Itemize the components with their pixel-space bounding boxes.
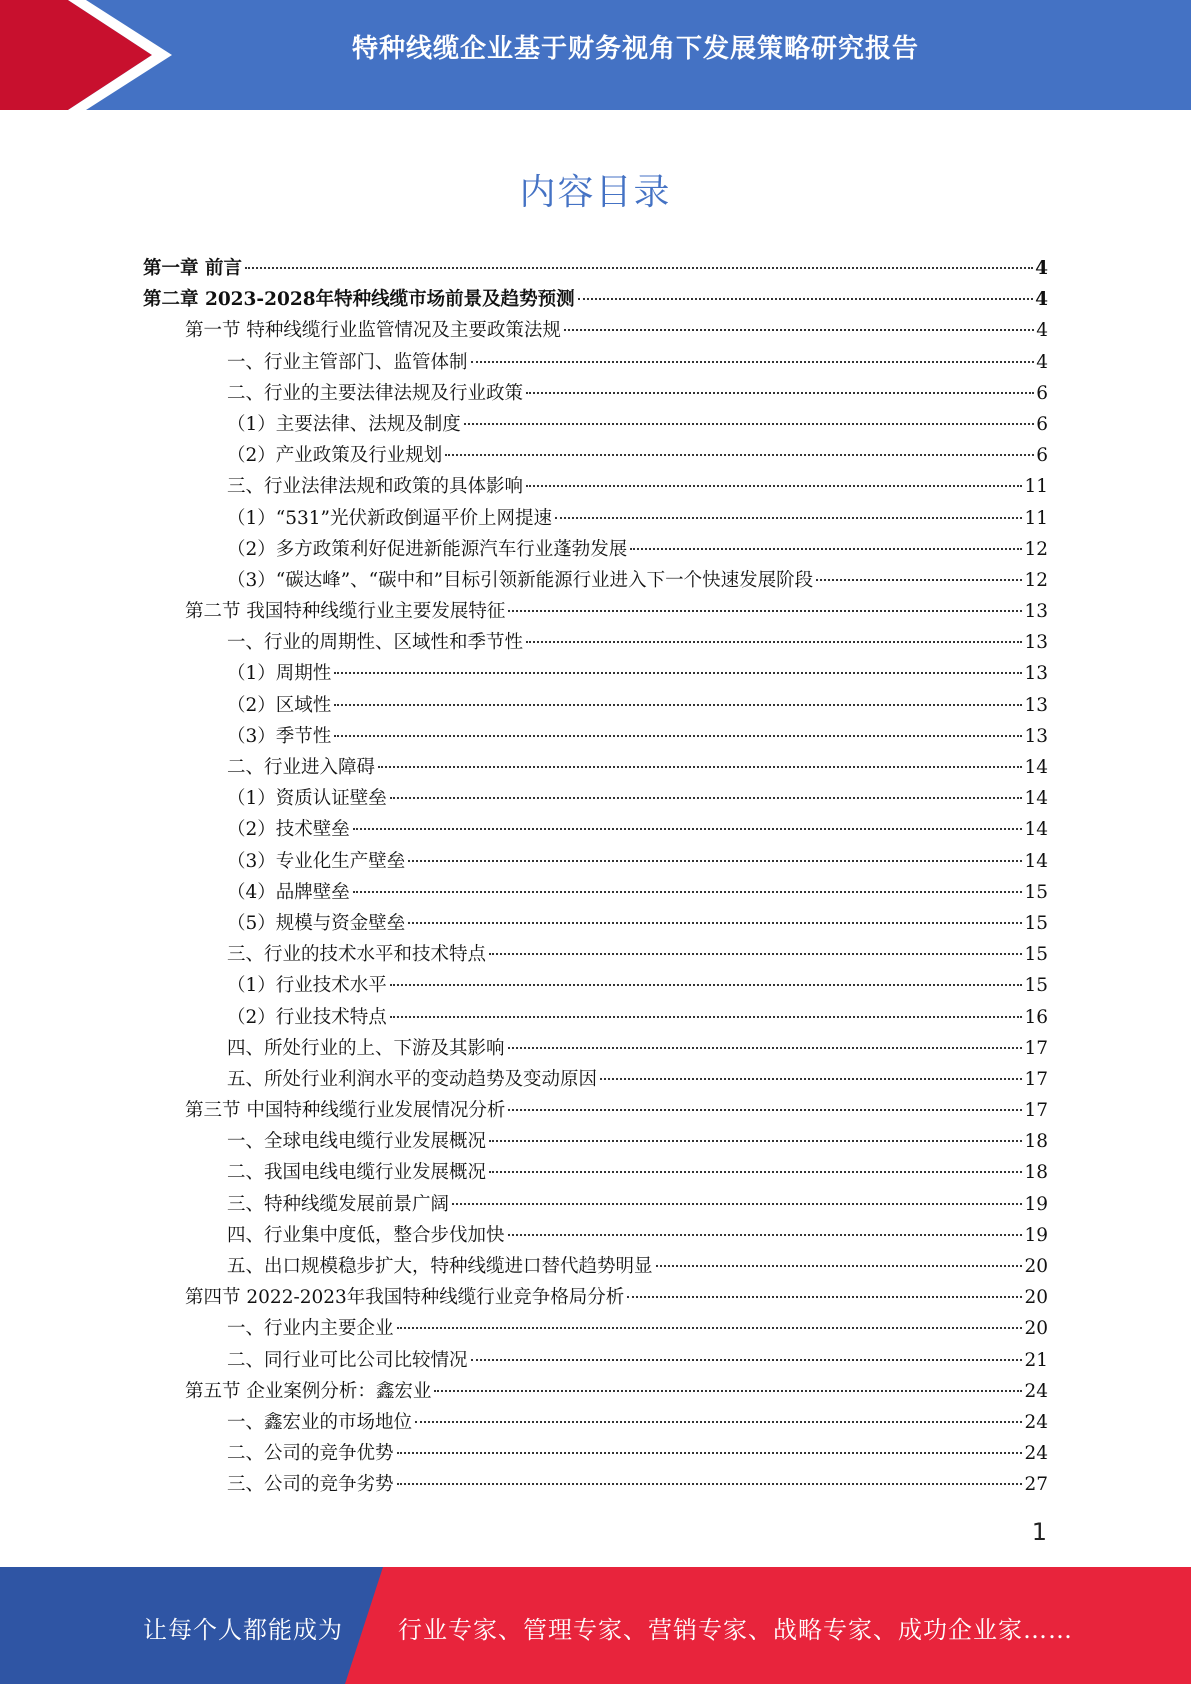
toc-entry-title: 三、公司的竞争劣势 [227, 1474, 394, 1496]
toc-entry-page: 17 [1024, 1037, 1048, 1059]
toc-dot-leader [508, 1109, 1022, 1111]
toc-entry-title: 三、行业的技术水平和技术特点 [227, 944, 487, 966]
toc-dot-leader [334, 735, 1022, 737]
toc-entry-title: （1）“531”光伏新政倒逼平价上网提速 [227, 507, 552, 529]
toc-dot-leader [508, 1234, 1023, 1236]
toc-entry-page: 20 [1024, 1287, 1048, 1309]
toc-entry[interactable] [143, 253, 1048, 284]
toc-entry[interactable] [143, 814, 1048, 845]
toc-entry-page: 15 [1024, 881, 1048, 903]
toc-entry-page: 4 [1035, 258, 1048, 279]
toc-dot-leader [445, 454, 1034, 456]
toc-entry[interactable] [143, 721, 1048, 752]
toc-dot-leader [526, 485, 1022, 487]
toc-entry-title: 二、行业的主要法律法规及行业政策 [227, 382, 524, 404]
toc-dot-leader [508, 1047, 1023, 1049]
toc-entry[interactable] [143, 846, 1048, 877]
toc-entry-title: （2）多方政策利好促进新能源汽车行业蓬勃发展 [227, 538, 628, 560]
toc-entry-title: 四、所处行业的上、下游及其影响 [227, 1037, 505, 1059]
toc-entry[interactable] [143, 1064, 1048, 1095]
toc-entry[interactable] [143, 939, 1048, 970]
toc-entry-title: （1）资质认证壁垒 [227, 788, 387, 810]
toc-dot-leader [630, 548, 1022, 550]
toc-dot-leader [390, 797, 1023, 799]
toc-entry[interactable] [143, 565, 1048, 596]
toc-entry-page: 13 [1024, 663, 1048, 685]
toc-entry-title: （3）季节性 [227, 725, 332, 747]
toc-entry-page: 20 [1024, 1256, 1048, 1277]
toc-entry-page: 20 [1024, 1318, 1048, 1340]
toc-entry-title: （1）周期性 [227, 663, 332, 685]
toc-entry-page: 13 [1024, 725, 1048, 747]
toc-entry-page: 11 [1024, 476, 1048, 498]
toc-dot-leader [564, 329, 1034, 331]
toc-dot-leader [526, 641, 1022, 643]
toc-entry[interactable] [143, 1407, 1048, 1438]
toc-dot-leader [656, 1265, 1023, 1267]
toc-entry-page: 6 [1036, 413, 1048, 435]
toc-dot-leader [471, 1359, 1023, 1361]
toc-entry[interactable] [143, 627, 1048, 658]
toc-entry-page: 12 [1024, 569, 1048, 591]
toc-entry-page: 6 [1036, 382, 1048, 404]
footer-slogan-left: 让每个人都能成为 [143, 1616, 343, 1644]
toc-entry-page: 24 [1024, 1380, 1048, 1402]
toc-entry-page: 13 [1024, 694, 1048, 716]
footer-slogan-right: 行业专家、管理专家、营销专家、战略专家、成功企业家…… [398, 1616, 1073, 1644]
toc-entry-page: 19 [1024, 1224, 1048, 1246]
toc-entry-page: 4 [1036, 320, 1048, 342]
toc-entry-page: 15 [1024, 975, 1048, 997]
toc-entry-page: 4 [1035, 289, 1048, 311]
toc-entry-title: 五、所处行业利润水平的变动趋势及变动原因 [227, 1068, 598, 1090]
toc-dot-leader [627, 1296, 1022, 1298]
toc-entry-title: 第一节 特种线缆行业监管情况及主要政策法规 [185, 320, 561, 342]
toc-entry-title: （4）品牌壁垒 [227, 881, 350, 903]
toc-dot-leader [390, 984, 1023, 986]
toc-dot-leader [816, 579, 1022, 581]
toc-entry-title: （3）“碳达峰”、“碳中和”目标引领新能源行业进入下一个快速发展阶段 [227, 569, 814, 591]
toc-entry[interactable] [143, 440, 1048, 471]
toc-entry-page: 18 [1024, 1131, 1048, 1153]
toc-entry-title: （2）区域性 [227, 694, 332, 716]
toc-entry[interactable] [143, 503, 1048, 534]
toc-entry-title: 第二节 我国特种线缆行业主要发展特征 [185, 601, 506, 623]
toc-entry-title: 第三节 中国特种线缆行业发展情况分析 [185, 1100, 506, 1122]
toc-entry-title: 四、行业集中度低，整合步伐加快 [227, 1224, 505, 1246]
toc-dot-leader [397, 1452, 1023, 1454]
toc-entry[interactable] [143, 970, 1048, 1001]
toc-entry[interactable] [143, 752, 1048, 783]
toc-entry[interactable] [143, 1002, 1048, 1033]
toc-entry-page: 15 [1024, 944, 1048, 966]
toc-dot-leader [390, 1016, 1023, 1018]
toc-dot-leader [578, 298, 1034, 300]
footer-banner [0, 1567, 1191, 1684]
toc-entry[interactable] [143, 1469, 1048, 1500]
toc-entry-title: 二、我国电线电缆行业发展概况 [227, 1162, 487, 1184]
toc-entry-page: 19 [1024, 1193, 1048, 1215]
toc-entry[interactable] [143, 658, 1048, 689]
toc-entry[interactable] [143, 1438, 1048, 1469]
toc-entry[interactable] [143, 783, 1048, 814]
toc-entry-page: 4 [1036, 351, 1048, 373]
toc-dot-leader [464, 423, 1034, 425]
toc-entry-title: （2）技术壁垒 [227, 819, 350, 841]
toc-dot-leader [397, 1327, 1023, 1329]
toc-entry[interactable] [143, 1126, 1048, 1157]
toc-dot-leader [489, 953, 1022, 955]
toc-entry-page: 14 [1024, 788, 1048, 810]
toc-entry-title: （2）产业政策及行业规划 [227, 445, 443, 467]
toc-entry-page: 14 [1024, 819, 1048, 841]
toc-entry-page: 21 [1024, 1349, 1048, 1371]
toc-entry-page: 12 [1024, 538, 1048, 560]
toc-entry[interactable] [143, 1220, 1048, 1251]
toc-dot-leader [334, 672, 1022, 674]
toc-dot-leader [489, 1140, 1022, 1142]
toc-entry-page: 13 [1024, 601, 1048, 623]
toc-entry-title: 一、鑫宏业的市场地位 [227, 1411, 413, 1433]
toc-entry-title: 二、公司的竞争优势 [227, 1443, 394, 1465]
toc-entry-title: 第五节 企业案例分析：鑫宏业 [185, 1380, 432, 1402]
toc-entry-title: （3）专业化生产壁垒 [227, 850, 406, 872]
toc-dot-leader [452, 1203, 1022, 1205]
toc-entry[interactable] [143, 596, 1048, 627]
toc-entry-title: 第二章 2023-2028年特种线缆市场前景及趋势预测 [143, 289, 575, 311]
toc-entry[interactable] [143, 877, 1048, 908]
toc-entry-title: 二、行业进入障碍 [227, 757, 376, 778]
toc-dot-leader [508, 610, 1022, 612]
toc-dot-leader [555, 517, 1022, 519]
toc-entry-title: 第一章 前言 [143, 258, 242, 279]
toc-entry[interactable] [143, 347, 1048, 378]
toc-entry[interactable] [143, 1251, 1048, 1282]
toc-dot-leader [397, 1483, 1023, 1485]
toc-entry[interactable] [143, 284, 1048, 315]
toc-heading: 内容目录 [519, 172, 672, 213]
toc-entry[interactable] [143, 378, 1048, 409]
toc-dot-leader [353, 828, 1023, 830]
toc-entry-title: 一、行业的周期性、区域性和季节性 [227, 632, 524, 654]
toc-entry-page: 11 [1024, 507, 1048, 529]
toc-entry[interactable] [143, 534, 1048, 565]
toc-entry[interactable] [143, 1376, 1048, 1407]
toc-entry[interactable] [143, 1345, 1048, 1376]
toc-entry-title: 一、行业主管部门、监管体制 [227, 351, 468, 373]
toc-entry-title: 三、特种线缆发展前景广阔 [227, 1193, 450, 1215]
toc-entry-title: 一、全球电线电缆行业发展概况 [227, 1131, 487, 1153]
toc-entry-title: 一、行业内主要企业 [227, 1318, 394, 1340]
toc-entry-page: 17 [1024, 1100, 1048, 1122]
toc-entry-page: 6 [1036, 445, 1048, 467]
table-of-contents [143, 253, 1048, 1501]
toc-entry[interactable] [143, 690, 1048, 721]
toc-dot-leader [353, 891, 1023, 893]
toc-entry-page: 14 [1024, 850, 1048, 872]
toc-entry-title: （2）行业技术特点 [227, 1006, 387, 1028]
toc-dot-leader [471, 361, 1035, 363]
toc-dot-leader [408, 860, 1022, 862]
toc-entry[interactable] [143, 1282, 1048, 1313]
toc-entry-title: （1）主要法律、法规及制度 [227, 413, 461, 435]
toc-dot-leader [434, 1390, 1022, 1392]
toc-dot-leader [415, 1421, 1022, 1423]
toc-dot-leader [526, 392, 1034, 394]
toc-entry-page: 16 [1024, 1006, 1048, 1028]
toc-entry-page: 15 [1024, 912, 1048, 934]
toc-entry[interactable] [143, 908, 1048, 939]
toc-entry[interactable] [143, 1313, 1048, 1344]
toc-entry-page: 17 [1024, 1068, 1048, 1090]
toc-entry[interactable] [143, 315, 1048, 346]
toc-entry[interactable] [143, 1157, 1048, 1188]
toc-entry[interactable] [143, 1095, 1048, 1126]
toc-entry-page: 24 [1024, 1443, 1048, 1465]
toc-entry[interactable] [143, 409, 1048, 440]
toc-entry-title: 第四节 2022-2023年我国特种线缆行业竞争格局分析 [185, 1287, 625, 1309]
toc-dot-leader [378, 766, 1022, 768]
toc-entry-title: 三、行业法律法规和政策的具体影响 [227, 476, 524, 498]
toc-dot-leader [600, 1078, 1022, 1080]
toc-entry[interactable] [143, 1033, 1048, 1064]
toc-entry[interactable] [143, 471, 1048, 502]
toc-entry-page: 14 [1024, 757, 1048, 778]
toc-entry-page: 24 [1024, 1411, 1048, 1433]
toc-entry-page: 18 [1024, 1162, 1048, 1184]
toc-entry-title: 五、出口规模稳步扩大，特种线缆进口替代趋势明显 [227, 1256, 653, 1277]
toc-dot-leader [245, 267, 1033, 269]
toc-dot-leader [334, 704, 1022, 706]
toc-entry[interactable] [143, 1189, 1048, 1220]
toc-dot-leader [408, 922, 1022, 924]
toc-entry-title: 二、同行业可比公司比较情况 [227, 1349, 468, 1371]
report-title: 特种线缆企业基于财务视角下发展策略研究报告 [351, 34, 919, 64]
page-number: 1 [1031, 1518, 1047, 1546]
toc-entry-title: （1）行业技术水平 [227, 975, 387, 997]
toc-entry-title: （5）规模与资金壁垒 [227, 912, 406, 934]
toc-entry-page: 13 [1024, 632, 1048, 654]
toc-entry-page: 27 [1024, 1474, 1048, 1496]
toc-dot-leader [489, 1171, 1022, 1173]
header-banner [0, 0, 1191, 110]
